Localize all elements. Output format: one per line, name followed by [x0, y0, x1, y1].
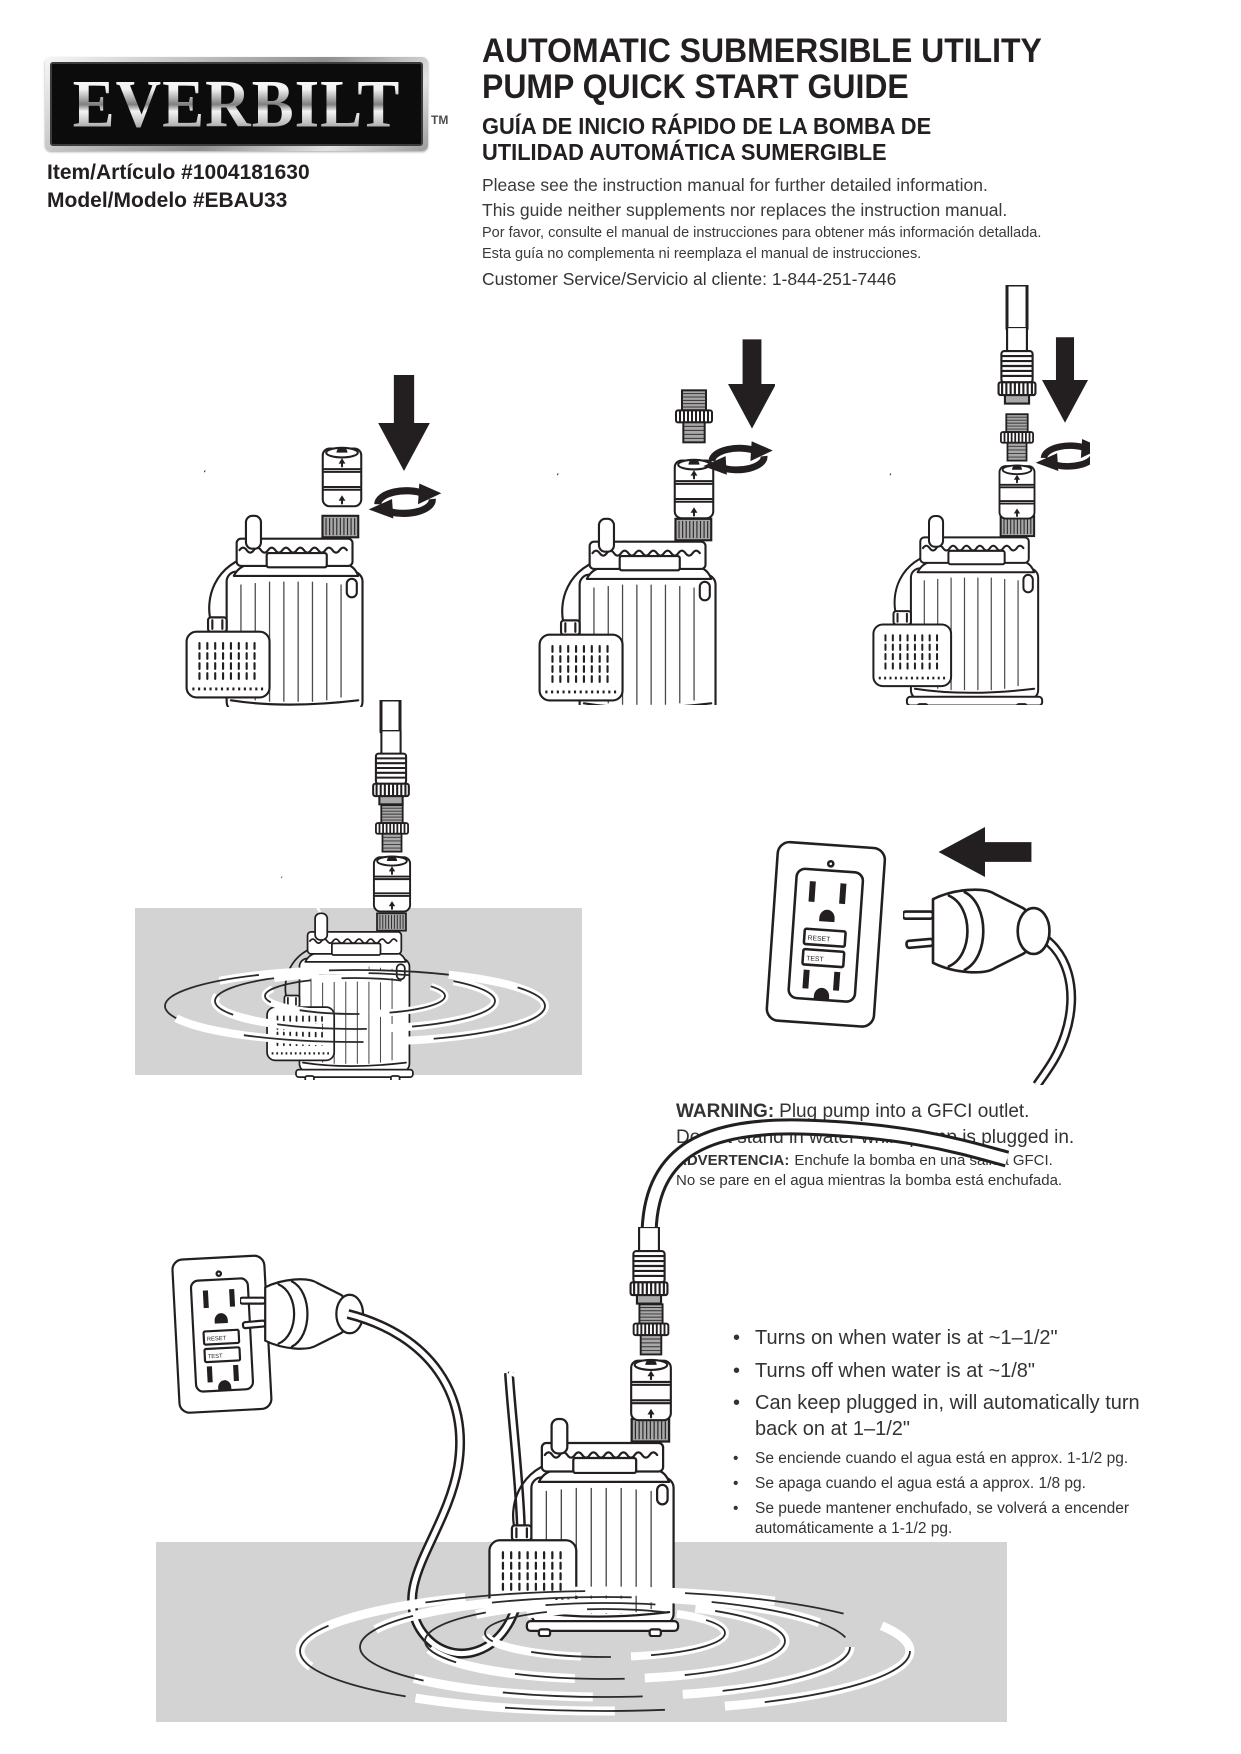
page-title	[482, 33, 1132, 105]
item-number: Item/Artículo #1004181630	[47, 161, 310, 184]
model-number: Model/Modelo #EBAU33	[47, 189, 288, 213]
hose-segment	[381, 700, 400, 732]
rotate-arrows-icon	[1036, 439, 1090, 471]
hose-coupling-icon	[631, 1227, 668, 1304]
bullet-icon: •	[733, 1450, 739, 1468]
gfci-outlet-icon	[766, 841, 886, 1027]
warning-line-en-1: WARNING: Plug pump into a GFCI outlet.	[676, 1101, 1030, 1122]
hose-adapter-icon	[634, 1304, 669, 1354]
note-not-replacement-es: Esta guía no complementa ni reemplaza el manual de instrucciones.	[482, 245, 922, 262]
step1-attach-check-valve-illustration	[130, 295, 460, 707]
plug-icon	[903, 890, 1049, 973]
title-en-line1: AUTOMATIC SUBMERSIBLE UTILITY	[482, 32, 1042, 70]
down-arrow-icon	[378, 375, 430, 471]
hose-adapter-icon	[1001, 414, 1033, 460]
check-valve-icon	[631, 1359, 671, 1420]
operation-notes	[733, 1326, 1157, 1544]
bullet-icon: •	[733, 1475, 739, 1493]
bullet-keep-plugged: • Can keep plugged in, will automatically turn back on at 1–1/2"	[733, 1391, 1157, 1442]
hose-segment	[1007, 285, 1027, 329]
check-valve-icon	[374, 856, 410, 912]
step2-attach-adapter-illustration	[440, 297, 775, 705]
trademark-symbol: TM	[431, 113, 449, 127]
gfci-outlet-icon	[172, 1255, 272, 1413]
bullet-icon: •	[733, 1392, 741, 1415]
header	[482, 33, 1132, 290]
left-arrow-icon	[939, 827, 1032, 877]
bullet-keep-plugged-es: • Se puede mantener enchufado, se volverá a encender automáticamente a 1-1/2 pg.	[733, 1500, 1129, 1537]
product-identifiers	[47, 159, 310, 216]
warning-label-es: ADVERTENCIA:	[676, 1152, 790, 1170]
hose-adapter-icon	[376, 805, 408, 851]
page-title-spanish	[482, 114, 1132, 166]
warning-line-es-1: ADVERTENCIA: Enchufe la bomba en una salida GFCI.	[676, 1152, 1053, 1170]
note-see-manual-es: Por favor, consulte el manual de instrucciones para obtener más información detallada.	[482, 224, 1042, 241]
check-valve-icon	[1000, 465, 1035, 519]
title-en-line2: PUMP QUICK START GUIDE	[482, 68, 909, 107]
bullet-icon: •	[733, 1327, 741, 1349]
bullet-icon: •	[733, 1359, 741, 1382]
rotate-arrows-icon	[369, 483, 442, 518]
bullet-turns-on-es: • Se enciende cuando el agua está en approx. 1-1/2 pg.	[733, 1450, 1129, 1468]
title-es-line1: GUÍA DE INICIO RÁPIDO DE LA BOMBA DE	[482, 113, 932, 140]
everbilt-logo	[45, 57, 428, 151]
down-arrow-icon	[1042, 337, 1088, 422]
title-es-line2: UTILIDAD AUTOMÁTICA SUMERGIBLE	[482, 138, 887, 165]
step3-attach-hose-illustration	[750, 285, 1090, 705]
bullet-turns-off: • Turns off when water is at ~1/8"	[733, 1359, 1157, 1385]
warning-label: WARNING:	[676, 1101, 775, 1122]
bullet-turns-on: • Turns on when water is at ~1–1/2"	[733, 1326, 1157, 1352]
note-see-manual: Please see the instruction manual for further detailed information.	[482, 174, 988, 195]
plug-into-gfci-illustration	[665, 735, 1105, 1085]
customer-service-line: Customer Service/Servicio al cliente: 1-844-251-7446	[482, 268, 897, 289]
check-valve-icon	[675, 459, 714, 518]
everbilt-logo-plate	[50, 62, 423, 146]
warning-line-en-2: Do not stand in water while pump is plugged in.	[676, 1127, 1075, 1149]
check-valve-icon	[323, 447, 362, 506]
brand-name: EVERBILT	[72, 65, 401, 142]
warning-line-es-2: No se pare en el agua mientras la bomba está enchufada.	[676, 1172, 1063, 1190]
bullet-turns-off-es: • Se apaga cuando el agua está a approx. 1/8 pg.	[733, 1475, 1086, 1493]
bullet-icon: •	[733, 1500, 739, 1518]
pump-in-water-illustration	[115, 700, 590, 1080]
hose-coupling-icon	[999, 327, 1036, 404]
hose-coupling-icon	[373, 730, 409, 804]
note-not-replacement: This guide neither supplements nor replaces the instruction manual.	[482, 199, 1008, 220]
hose-adapter-icon	[676, 390, 712, 442]
